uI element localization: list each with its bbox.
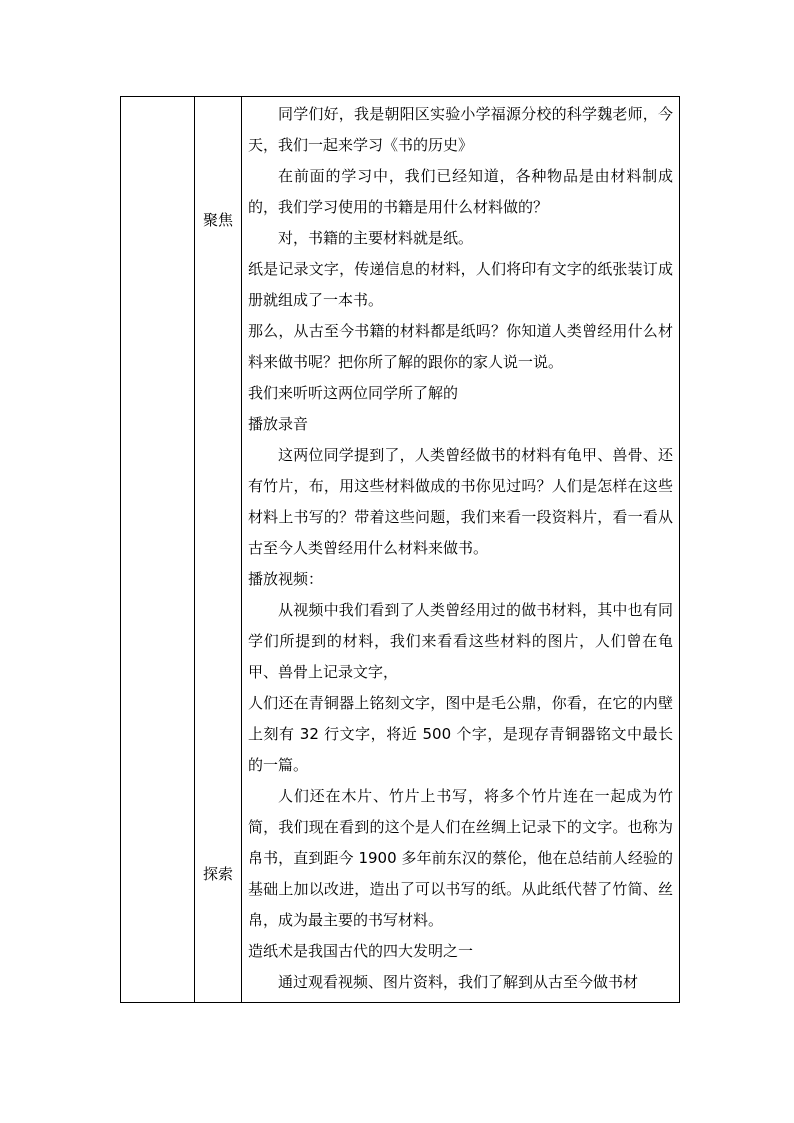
paragraph: 我们来听听这两位同学所了解的	[248, 384, 459, 402]
stage-label-focus: 聚焦	[202, 211, 233, 229]
empty-left-cell	[121, 97, 195, 1003]
stage-cell	[195, 97, 242, 1003]
paragraph: 那么，从古至今书籍的材料都是纸吗？你知道人类曾经用什么材料来做书呢？把你所了解的跟你的家人说一说。	[248, 322, 673, 371]
paragraph: 对，书籍的主要材料就是纸。	[278, 229, 474, 247]
paragraph: 同学们好，我是朝阳区实验小学福源分校的科学魏老师，今天，我们一起来学习《书的历史》	[248, 105, 673, 154]
paragraph: 人们还在木片、竹片上书写，将多个竹片连在一起成为竹简，我们现在看到的这个是人们在丝绸上记录下的文字。也称为帛书，直到距今 1900 多年前东汉的蔡伦，他在总结前人经验的基础上加以改进，造出了可以书写的纸。从此纸代替了竹简、丝帛，成为最主要的书写材料。	[248, 787, 673, 929]
stage-label-explore: 探索	[202, 865, 233, 883]
paragraph: 播放视频：	[248, 570, 324, 588]
paragraph: 人们还在青铜器上铭刻文字，图中是毛公鼎，你看，在它的内壁上刻有 32 行文字，将近 500 个字，是现存青铜器铭文中最长的一篇。	[248, 694, 673, 774]
table-row	[121, 97, 680, 1003]
paragraph: 造纸术是我国古代的四大发明之一	[248, 942, 474, 960]
paragraph: 通过观看视频、图片资料，我们了解到从古至今做书材	[278, 973, 639, 991]
paragraph: 纸是记录文字，传递信息的材料，人们将印有文字的纸张装订成册就组成了一本书。	[248, 260, 673, 309]
content-cell	[242, 97, 680, 1003]
paragraph: 在前面的学习中，我们已经知道，各种物品是由材料制成的，我们学习使用的书籍是用什么材料做的？	[248, 167, 673, 216]
lesson-text	[242, 97, 679, 1002]
paragraph: 从视频中我们看到了人类曾经用过的做书材料，其中也有同学们所提到的材料，我们来看看这些材料的图片，人们曾在龟甲、兽骨上记录文字，	[248, 601, 673, 681]
paragraph: 播放录音	[248, 415, 309, 433]
lesson-plan-table	[120, 96, 680, 1003]
paragraph: 这两位同学提到了，人类曾经做书的材料有龟甲、兽骨、还有竹片，布，用这些材料做成的书你见过吗？人们是怎样在这些材料上书写的？带着这些问题，我们来看一段资料片，看一看从古至今人类曾经用什么材料来做书。	[248, 446, 673, 557]
